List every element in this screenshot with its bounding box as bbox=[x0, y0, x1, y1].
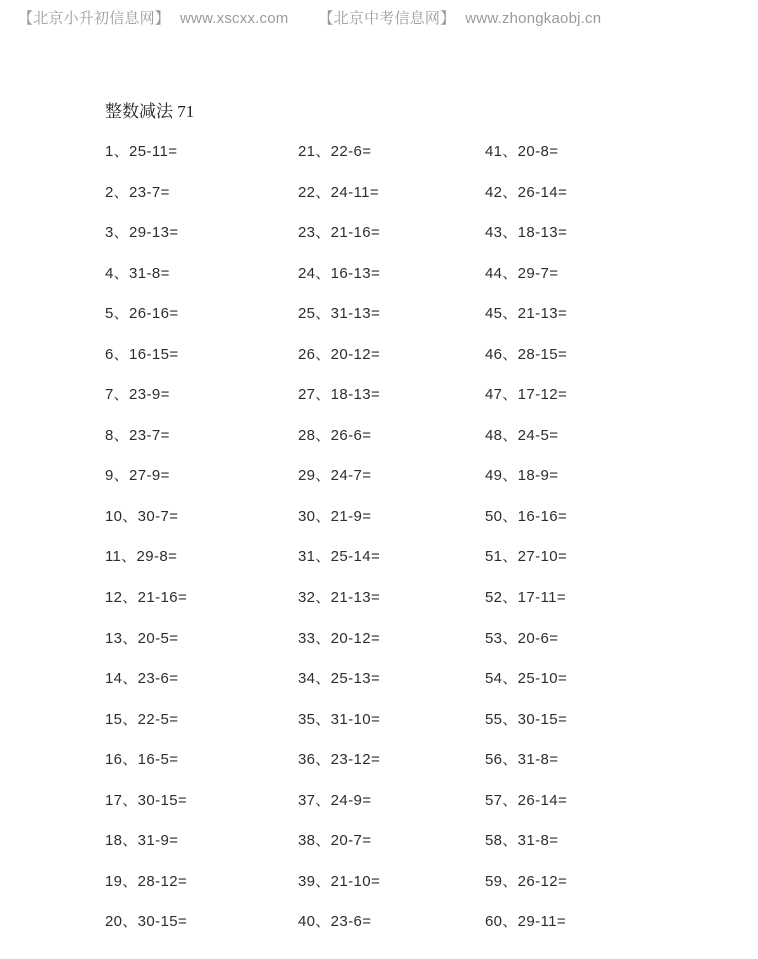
problem-item bbox=[105, 659, 305, 700]
problem-number: 42、 bbox=[485, 183, 518, 201]
problem-item bbox=[298, 497, 498, 538]
problem-item bbox=[298, 740, 498, 781]
problem-expression: 30-7= bbox=[137, 507, 179, 525]
problem-number: 6、 bbox=[105, 345, 129, 363]
problem-expression: 20-6= bbox=[517, 629, 559, 647]
problem-item bbox=[485, 659, 685, 700]
problem-number: 58、 bbox=[485, 832, 518, 850]
problem-number: 37、 bbox=[298, 791, 331, 809]
problem-item bbox=[105, 375, 305, 416]
problem-expression: 21-16= bbox=[137, 589, 188, 607]
problem-item bbox=[298, 375, 498, 416]
problem-expression: 29-11= bbox=[517, 913, 567, 931]
problem-number: 15、 bbox=[105, 710, 138, 728]
problem-item bbox=[298, 700, 498, 741]
site1-label: 【北京小升初信息网】 bbox=[18, 10, 171, 27]
problem-number: 23、 bbox=[298, 224, 331, 242]
site2-label: 【北京中考信息网】 bbox=[318, 10, 456, 27]
problem-item bbox=[298, 213, 498, 254]
problem-number: 19、 bbox=[105, 872, 138, 890]
problem-number: 60、 bbox=[485, 913, 518, 931]
problem-number: 16、 bbox=[105, 751, 138, 769]
problem-item bbox=[105, 213, 305, 254]
problem-number: 10、 bbox=[105, 507, 138, 525]
problem-number: 22、 bbox=[298, 183, 331, 201]
problem-expression: 23-7= bbox=[128, 183, 170, 201]
problem-number: 54、 bbox=[485, 670, 518, 688]
problem-expression: 31-8= bbox=[517, 751, 559, 769]
problem-number: 13、 bbox=[105, 629, 138, 647]
problem-number: 36、 bbox=[298, 751, 331, 769]
problem-expression: 31-8= bbox=[128, 264, 170, 282]
problem-item bbox=[485, 700, 685, 741]
problem-item bbox=[298, 781, 498, 822]
problem-number: 2、 bbox=[105, 183, 129, 201]
problem-number: 49、 bbox=[485, 467, 518, 485]
problem-number: 35、 bbox=[298, 710, 331, 728]
problem-number: 29、 bbox=[298, 467, 331, 485]
problem-item bbox=[298, 578, 498, 619]
problem-item bbox=[485, 294, 685, 335]
problem-item bbox=[105, 497, 305, 538]
problem-number: 5、 bbox=[105, 305, 129, 323]
problem-expression: 24-5= bbox=[517, 426, 559, 444]
problem-item bbox=[105, 254, 305, 295]
problem-number: 57、 bbox=[485, 791, 518, 809]
problem-number: 7、 bbox=[105, 386, 129, 404]
problems-column-1 bbox=[105, 132, 305, 943]
problem-expression: 20-5= bbox=[137, 629, 179, 647]
problem-number: 41、 bbox=[485, 143, 518, 160]
problem-item bbox=[105, 537, 305, 578]
problem-expression: 31-13= bbox=[330, 305, 381, 323]
problem-expression: 29-13= bbox=[128, 224, 179, 242]
problem-item bbox=[298, 416, 498, 457]
problem-item bbox=[485, 416, 685, 457]
problem-item bbox=[485, 619, 685, 660]
problem-expression: 23-9= bbox=[128, 386, 170, 404]
problem-number: 11、 bbox=[105, 548, 137, 566]
problem-item bbox=[298, 821, 498, 862]
problem-expression: 16-5= bbox=[137, 751, 179, 769]
worksheet-title: 整数减法 71 bbox=[105, 102, 195, 121]
problem-expression: 30-15= bbox=[517, 710, 568, 728]
problem-item bbox=[485, 375, 685, 416]
problem-expression: 16-13= bbox=[330, 264, 381, 282]
problem-item bbox=[485, 578, 685, 619]
problem-item bbox=[298, 335, 498, 376]
problem-expression: 23-12= bbox=[330, 751, 381, 769]
problem-item bbox=[105, 294, 305, 335]
problem-expression: 23-6= bbox=[330, 913, 372, 931]
problem-number: 40、 bbox=[298, 913, 331, 931]
problem-number: 55、 bbox=[485, 710, 518, 728]
problem-expression: 25-13= bbox=[330, 670, 381, 688]
problem-item bbox=[485, 335, 685, 376]
problem-expression: 21-16= bbox=[330, 224, 381, 242]
problem-item bbox=[485, 456, 685, 497]
problems-column-3 bbox=[485, 132, 685, 943]
site1-url: www.xscxx.com bbox=[180, 10, 289, 27]
problem-expression: 30-15= bbox=[137, 913, 188, 931]
problem-item bbox=[105, 173, 305, 214]
problem-number: 21、 bbox=[298, 143, 331, 160]
problem-number: 53、 bbox=[485, 629, 518, 647]
problem-expression: 18-9= bbox=[517, 467, 559, 485]
problem-item bbox=[298, 132, 498, 173]
problem-number: 47、 bbox=[485, 386, 518, 404]
problem-item bbox=[298, 173, 498, 214]
problem-item bbox=[485, 740, 685, 781]
problem-number: 50、 bbox=[485, 507, 518, 525]
problem-item bbox=[105, 700, 305, 741]
problem-item bbox=[485, 173, 685, 214]
problem-expression: 21-9= bbox=[330, 507, 372, 525]
problem-item bbox=[485, 902, 685, 943]
problem-number: 31、 bbox=[298, 548, 331, 566]
problem-expression: 26-14= bbox=[517, 791, 568, 809]
problem-expression: 18-13= bbox=[517, 224, 568, 242]
problem-number: 9、 bbox=[105, 467, 129, 485]
problems-column-2 bbox=[298, 132, 498, 943]
problem-expression: 31-9= bbox=[137, 832, 179, 850]
problem-item bbox=[485, 497, 685, 538]
problem-number: 32、 bbox=[298, 589, 331, 607]
problem-expression: 25-11= bbox=[128, 143, 178, 160]
problem-expression: 20-8= bbox=[517, 143, 559, 160]
problem-number: 27、 bbox=[298, 386, 331, 404]
site2-url: www.zhongkaobj.cn bbox=[465, 10, 602, 27]
problem-expression: 22-6= bbox=[330, 143, 372, 160]
problem-item bbox=[485, 821, 685, 862]
problem-number: 56、 bbox=[485, 751, 518, 769]
problem-number: 34、 bbox=[298, 670, 331, 688]
problem-expression: 24-11= bbox=[330, 183, 380, 201]
problem-item bbox=[298, 619, 498, 660]
problem-item bbox=[105, 821, 305, 862]
problem-number: 20、 bbox=[105, 913, 138, 931]
problem-expression: 20-12= bbox=[330, 345, 381, 363]
problem-number: 17、 bbox=[105, 791, 138, 809]
problem-expression: 23-6= bbox=[137, 670, 179, 688]
problem-number: 3、 bbox=[105, 224, 129, 242]
problem-expression: 26-12= bbox=[517, 872, 568, 890]
problem-item bbox=[298, 902, 498, 943]
problem-expression: 20-12= bbox=[330, 629, 381, 647]
problem-number: 46、 bbox=[485, 345, 518, 363]
problem-expression: 24-9= bbox=[330, 791, 372, 809]
problem-item bbox=[298, 862, 498, 903]
problem-number: 4、 bbox=[105, 264, 129, 282]
problem-expression: 17-11= bbox=[517, 589, 567, 607]
problem-number: 12、 bbox=[105, 589, 138, 607]
problem-item bbox=[105, 456, 305, 497]
problem-item bbox=[105, 416, 305, 457]
problem-item bbox=[105, 740, 305, 781]
problem-expression: 27-9= bbox=[128, 467, 170, 485]
problem-expression: 25-10= bbox=[517, 670, 568, 688]
problem-number: 24、 bbox=[298, 264, 331, 282]
problem-item bbox=[298, 254, 498, 295]
problem-item bbox=[105, 781, 305, 822]
problem-expression: 21-10= bbox=[330, 872, 381, 890]
problem-expression: 31-10= bbox=[330, 710, 381, 728]
problem-item bbox=[105, 578, 305, 619]
problem-expression: 30-15= bbox=[137, 791, 188, 809]
problem-item bbox=[485, 213, 685, 254]
problem-expression: 16-15= bbox=[128, 345, 179, 363]
problem-expression: 17-12= bbox=[517, 386, 568, 404]
problem-expression: 25-14= bbox=[330, 548, 381, 566]
problem-expression: 16-16= bbox=[517, 507, 568, 525]
problem-item bbox=[485, 781, 685, 822]
problem-number: 30、 bbox=[298, 507, 331, 525]
problem-number: 45、 bbox=[485, 305, 518, 323]
problem-item bbox=[298, 537, 498, 578]
problem-expression: 27-10= bbox=[517, 548, 568, 566]
problem-expression: 26-6= bbox=[330, 426, 372, 444]
problem-item bbox=[105, 862, 305, 903]
problem-number: 26、 bbox=[298, 345, 331, 363]
problem-number: 39、 bbox=[298, 872, 331, 890]
problem-expression: 28-12= bbox=[137, 872, 188, 890]
problem-item bbox=[298, 456, 498, 497]
problem-number: 25、 bbox=[298, 305, 331, 323]
problem-item bbox=[105, 619, 305, 660]
problem-number: 14、 bbox=[105, 670, 138, 688]
problem-item bbox=[485, 537, 685, 578]
problem-expression: 23-7= bbox=[128, 426, 170, 444]
problem-number: 59、 bbox=[485, 872, 518, 890]
problem-expression: 24-7= bbox=[330, 467, 372, 485]
problem-item bbox=[298, 659, 498, 700]
problem-expression: 31-8= bbox=[517, 832, 559, 850]
problem-number: 28、 bbox=[298, 426, 331, 444]
problem-expression: 26-16= bbox=[128, 305, 179, 323]
problem-expression: 29-8= bbox=[136, 548, 178, 566]
problem-number: 33、 bbox=[298, 629, 331, 647]
problem-item bbox=[485, 862, 685, 903]
problem-expression: 29-7= bbox=[517, 264, 559, 282]
problem-number: 44、 bbox=[485, 264, 518, 282]
problem-item bbox=[485, 254, 685, 295]
problem-item bbox=[105, 132, 305, 173]
problem-item bbox=[105, 902, 305, 943]
problem-number: 18、 bbox=[105, 832, 138, 850]
problem-expression: 18-13= bbox=[330, 386, 381, 404]
problem-expression: 28-15= bbox=[517, 345, 568, 363]
problem-number: 52、 bbox=[485, 589, 518, 607]
problem-item bbox=[485, 132, 685, 173]
problem-expression: 22-5= bbox=[137, 710, 179, 728]
problem-number: 51、 bbox=[485, 548, 518, 566]
problem-item bbox=[298, 294, 498, 335]
problem-expression: 26-14= bbox=[517, 183, 568, 201]
site-header bbox=[18, 7, 601, 28]
problem-number: 48、 bbox=[485, 426, 518, 444]
problem-expression: 21-13= bbox=[517, 305, 568, 323]
problem-number: 43、 bbox=[485, 224, 518, 242]
problem-item bbox=[105, 335, 305, 376]
problem-expression: 21-13= bbox=[330, 589, 381, 607]
problem-number: 1、 bbox=[105, 143, 129, 160]
problem-number: 38、 bbox=[298, 832, 331, 850]
problem-number: 8、 bbox=[105, 426, 129, 444]
problem-expression: 20-7= bbox=[330, 832, 372, 850]
